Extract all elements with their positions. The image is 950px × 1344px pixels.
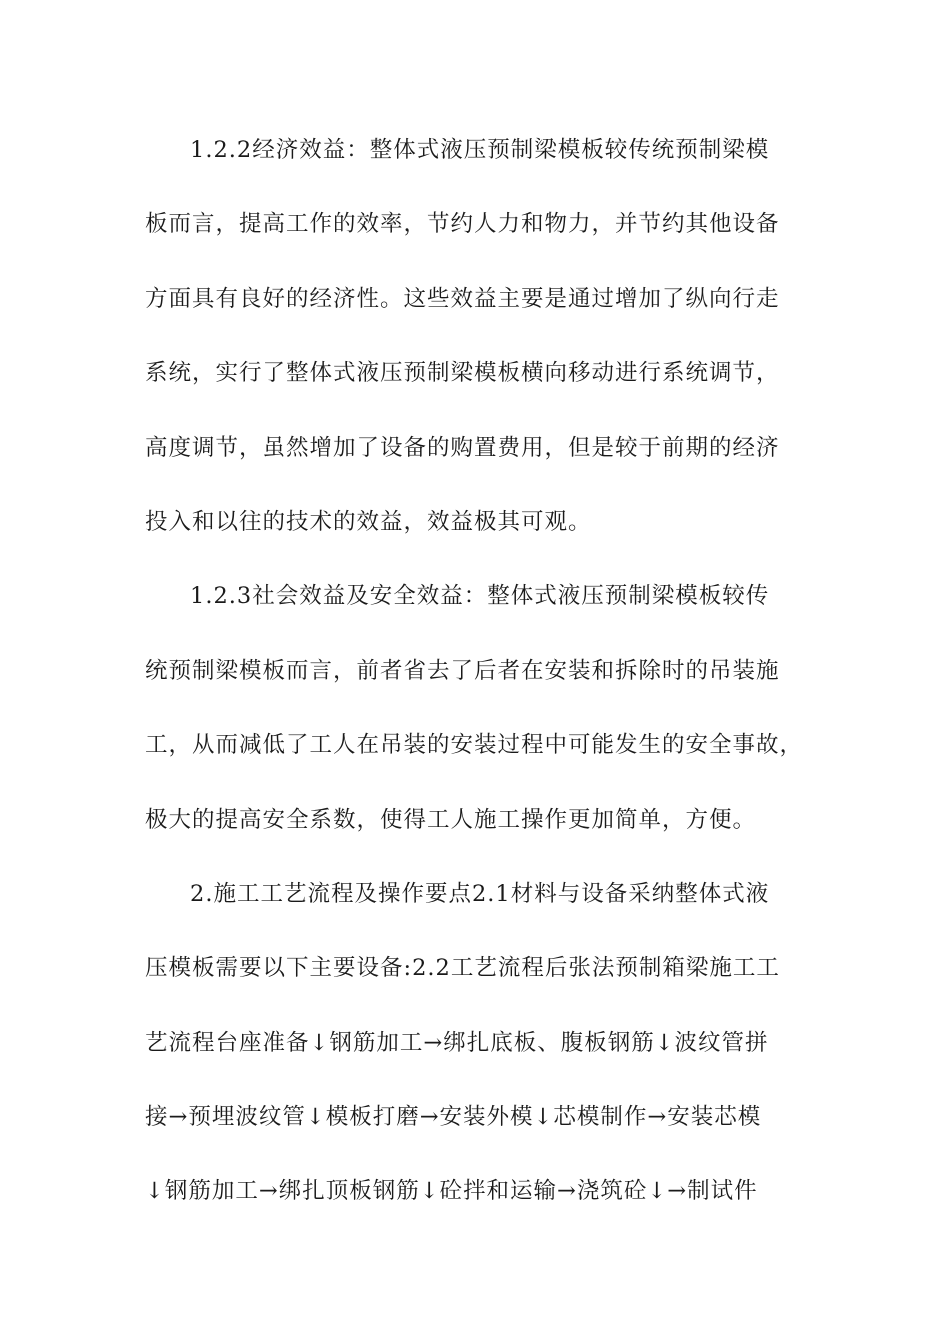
text-line: 1.2.3社会效益及安全效益：整体式液压预制梁模板较传 <box>190 583 770 610</box>
paragraph-social-safety-benefits <box>145 559 805 857</box>
text-line: 接→预埋波纹管↓模板打磨→安装外模↓芯模制作→安装芯模 <box>145 1104 762 1131</box>
text-line: 板而言，提高工作的效率，节约人力和物力，并节约其他设备 <box>145 211 780 238</box>
text-line: 系统，实行了整体式液压预制梁模板横向移动进行系统调节， <box>145 360 780 387</box>
text-line: 高度调节，虽然增加了设备的购置费用，但是较于前期的经济 <box>145 434 780 461</box>
text-line: 统预制梁模板而言，前者省去了后者在安装和拆除时的吊装施 <box>145 657 780 684</box>
document-body <box>145 113 805 1229</box>
text-line: 方面具有良好的经济性。这些效益主要是通过增加了纵向行走 <box>145 285 780 312</box>
paragraph-economic-benefits <box>145 113 805 559</box>
text-line: 工，从而减低了工人在吊装的安装过程中可能发生的安全事故， <box>145 732 804 759</box>
paragraph-construction-process <box>145 857 805 1229</box>
text-line: 艺流程台座准备↓钢筋加工→绑扎底板、腹板钢筋↓波纹管拼 <box>145 1029 769 1056</box>
text-line: 1.2.2经济效益：整体式液压预制梁模板较传统预制梁模 <box>190 137 770 163</box>
text-line: 投入和以往的技术的效益，效益极其可观。 <box>145 508 592 535</box>
text-line: ↓钢筋加工→绑扎顶板钢筋↓砼拌和运输→浇筑砼↓→制试件 <box>145 1178 758 1205</box>
text-line: 2.施工工艺流程及操作要点2.1材料与设备采纳整体式液 <box>190 880 770 907</box>
text-line: 压模板需要以下主要设备:2.2工艺流程后张法预制箱梁施工工 <box>145 955 780 982</box>
text-line: 极大的提高安全系数，使得工人施工操作更加简单，方便。 <box>145 806 757 833</box>
